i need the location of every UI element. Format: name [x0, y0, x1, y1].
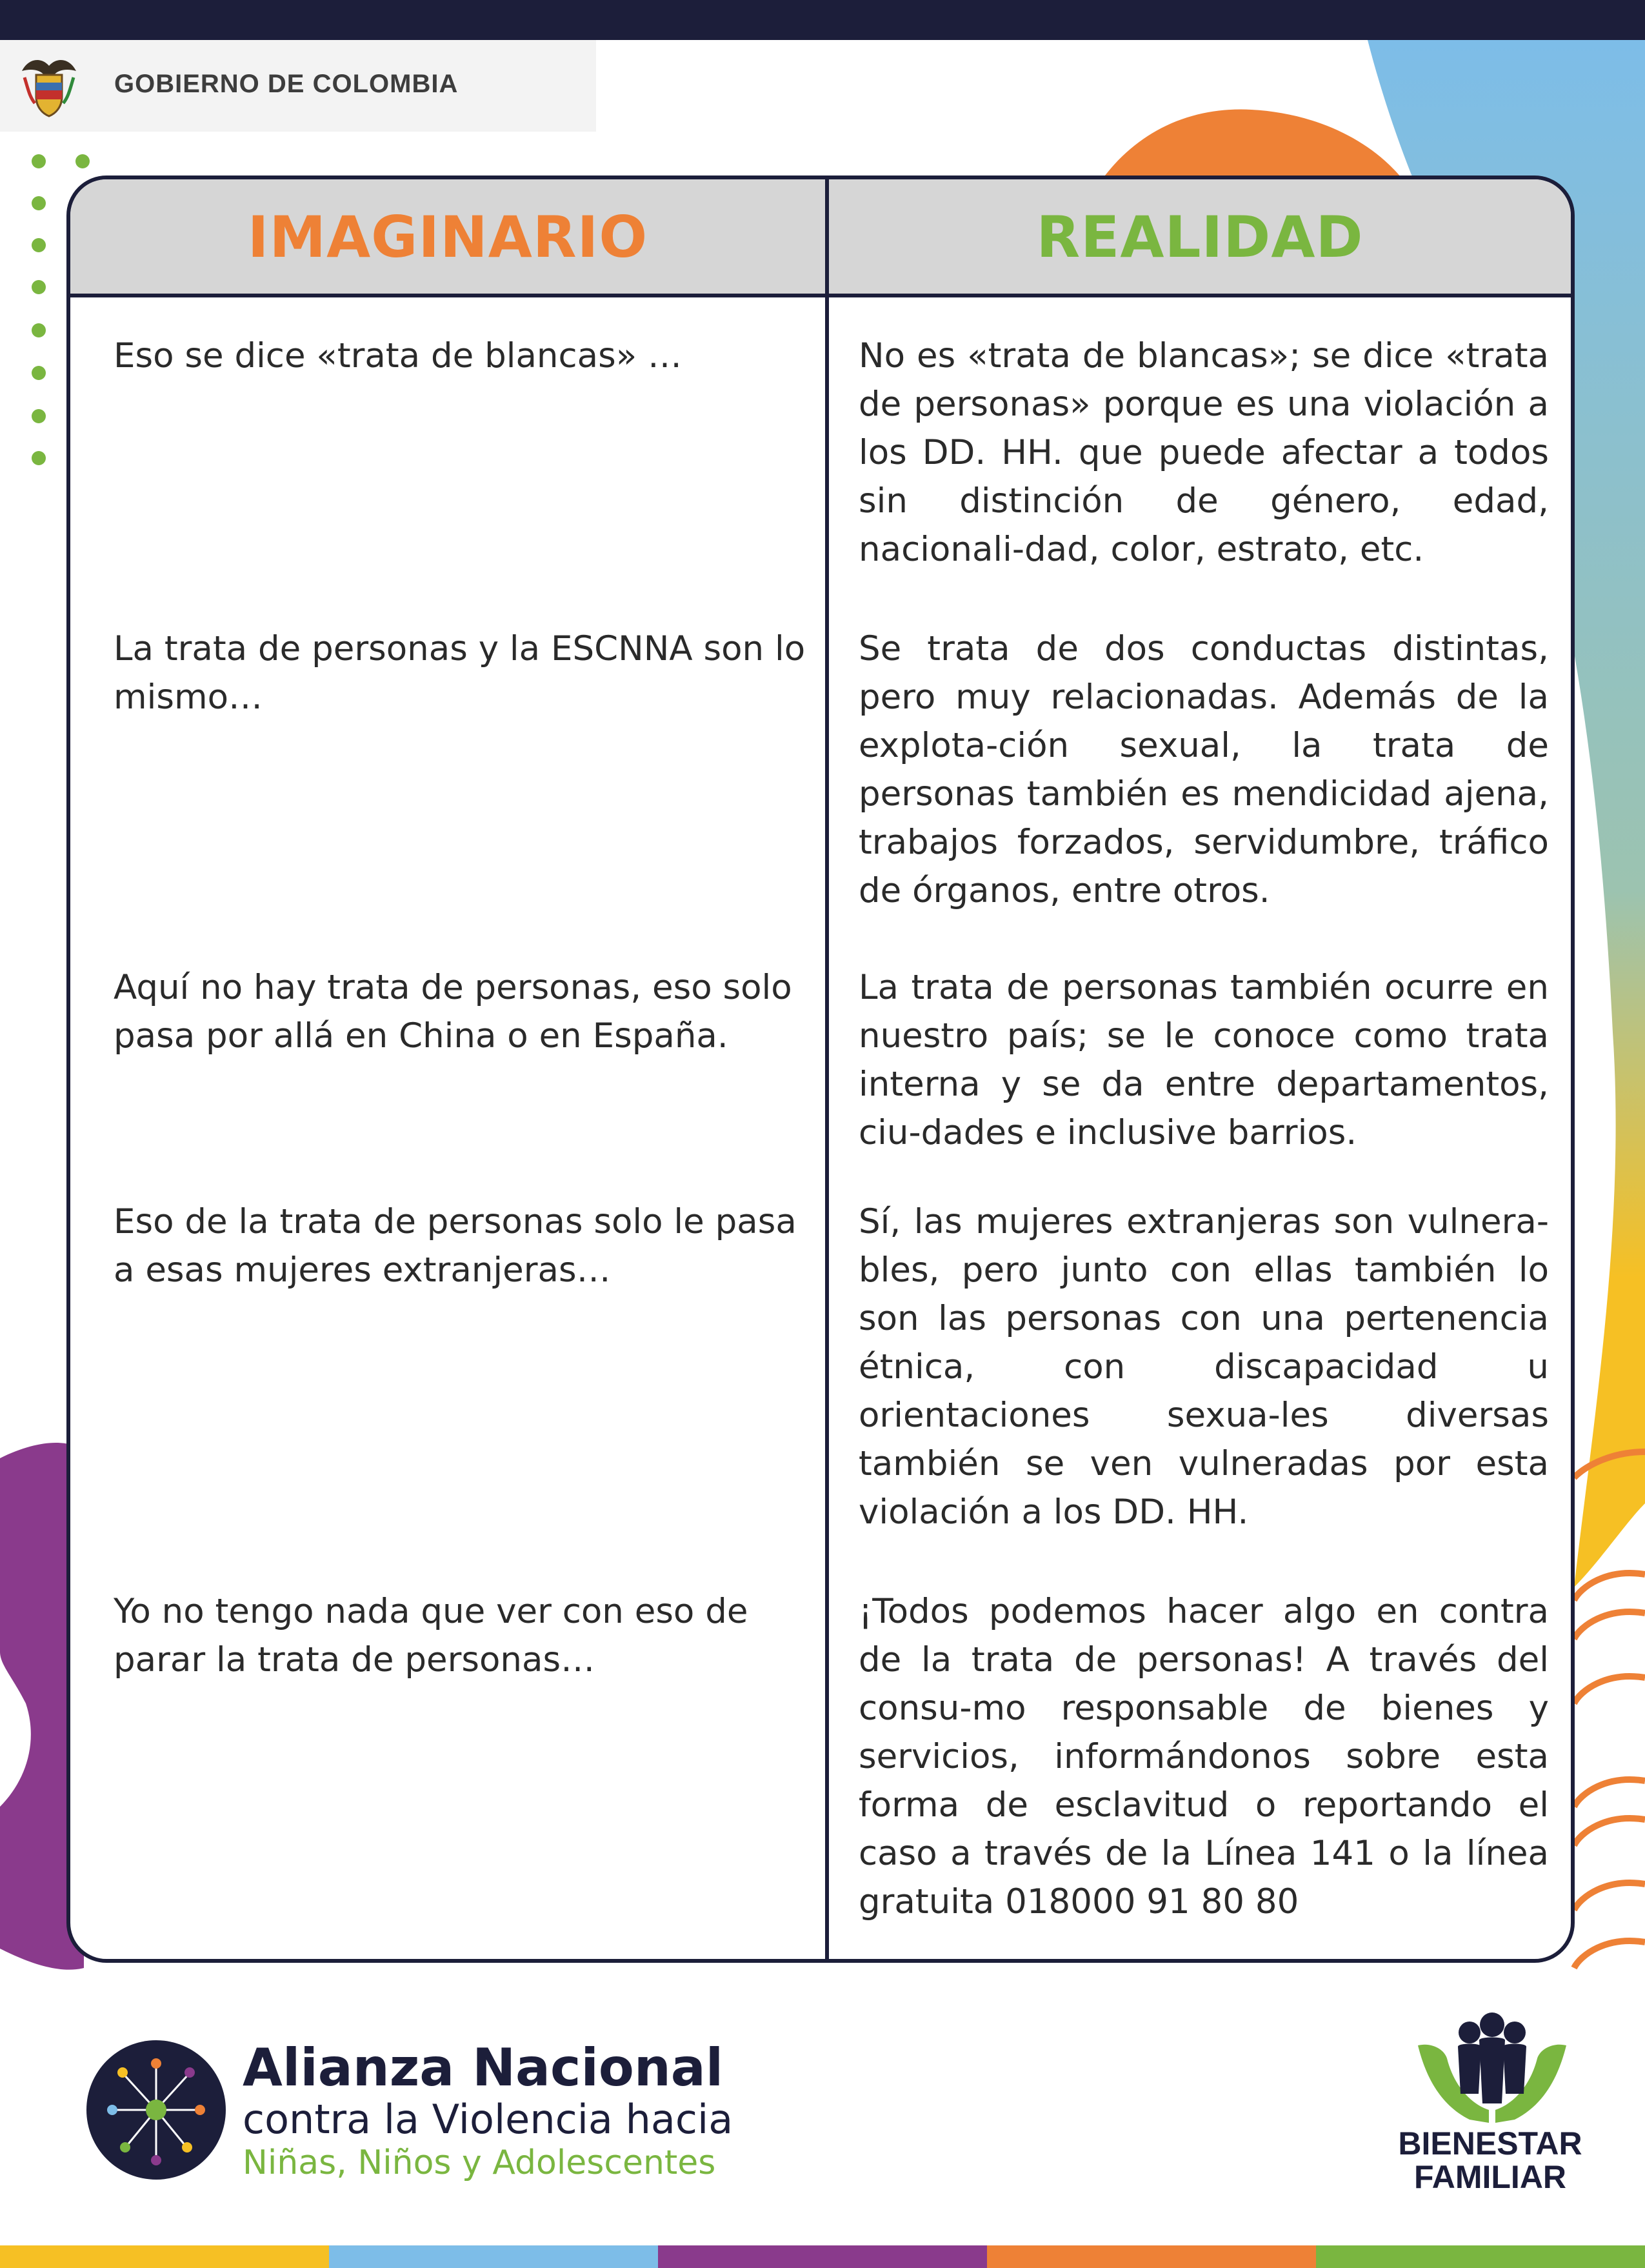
- header-imaginario: IMAGINARIO: [247, 204, 648, 270]
- alianza-title: Alianza Nacional: [243, 2038, 724, 2098]
- strip-segment-purple: [658, 2245, 987, 2268]
- strip-segment-orange: [987, 2245, 1316, 2268]
- strip-segment-green: [1316, 2245, 1645, 2268]
- table-row-imaginario: Eso de la trata de personas solo le pasa a esas mujeres extranjeras…: [114, 1202, 797, 1290]
- table-row-realidad: Se trata de dos conductas distintas, pero muy relacionadas. Además de la explota-ción sexual, la trata de personas también es mendicidad ajena, trabajos forzados, servidumbre, tráfico de órganos, entre otros.: [859, 629, 1549, 910]
- dandelion-logo-icon: [85, 2039, 227, 2181]
- table-row-realidad: La trata de personas también ocurre en nuestro país; se le conoce como trata interna y se da entre departamentos, ciu-dades e inclusive barrios.: [859, 968, 1549, 1152]
- bienestar-line1: BIENESTAR: [1398, 2125, 1582, 2162]
- table-row-imaginario: Aquí no hay trata de personas, eso solo pasa por allá en China o en España.: [114, 968, 792, 1056]
- table-row-realidad: Sí, las mujeres extranjeras son vulnera-bles, pero junto con ellas también lo son las personas con una pertenencia étnica, con discapacidad u orientaciones sexua-les diversas también se ven vulneradas por esta violación a los DD. HH.: [859, 1202, 1549, 1532]
- table-row-imaginario: Yo no tengo nada que ver con eso de parar la trata de personas…: [114, 1592, 748, 1680]
- table-row-realidad: No es «trata de blancas»; se dice «trata de personas» porque es una violación a los DD. HH. que puede afectar a todos sin distinción de género, edad, nacionali-dad, color, estrato, etc.: [859, 336, 1549, 569]
- table-row-imaginario: La trata de personas y la ESCNNA son lo mismo…: [114, 629, 806, 717]
- strip-segment-blue: [329, 2245, 658, 2268]
- bienestar-familiar-logo-text: [1387, 2127, 1593, 2194]
- column-divider: [825, 179, 829, 1959]
- header-realidad: REALIDAD: [1036, 204, 1364, 270]
- myths-reality-table: [66, 176, 1575, 1963]
- strip-segment-yellow: [0, 2245, 329, 2268]
- table-row-imaginario: Eso se dice «trata de blancas» …: [114, 336, 683, 376]
- alianza-subtitle: contra la Violencia hacia: [243, 2096, 733, 2143]
- colombia-coat-of-arms-icon: [15, 52, 83, 120]
- government-label: GOBIERNO DE COLOMBIA: [114, 70, 459, 98]
- top-bar: [0, 0, 1645, 40]
- bienestar-line2: FAMILIAR: [1413, 2159, 1567, 2195]
- alianza-subtitle-2: Niñas, Niños y Adolescentes: [243, 2143, 716, 2182]
- table-row-realidad: ¡Todos podemos hacer algo en contra de la trata de personas! A través del consu-mo responsable de bienes y servicios, informándonos sobre esta forma de esclavitud o reportando el caso a través de la Línea 141 o la línea gratuita 018000 91 80 80: [859, 1592, 1549, 1922]
